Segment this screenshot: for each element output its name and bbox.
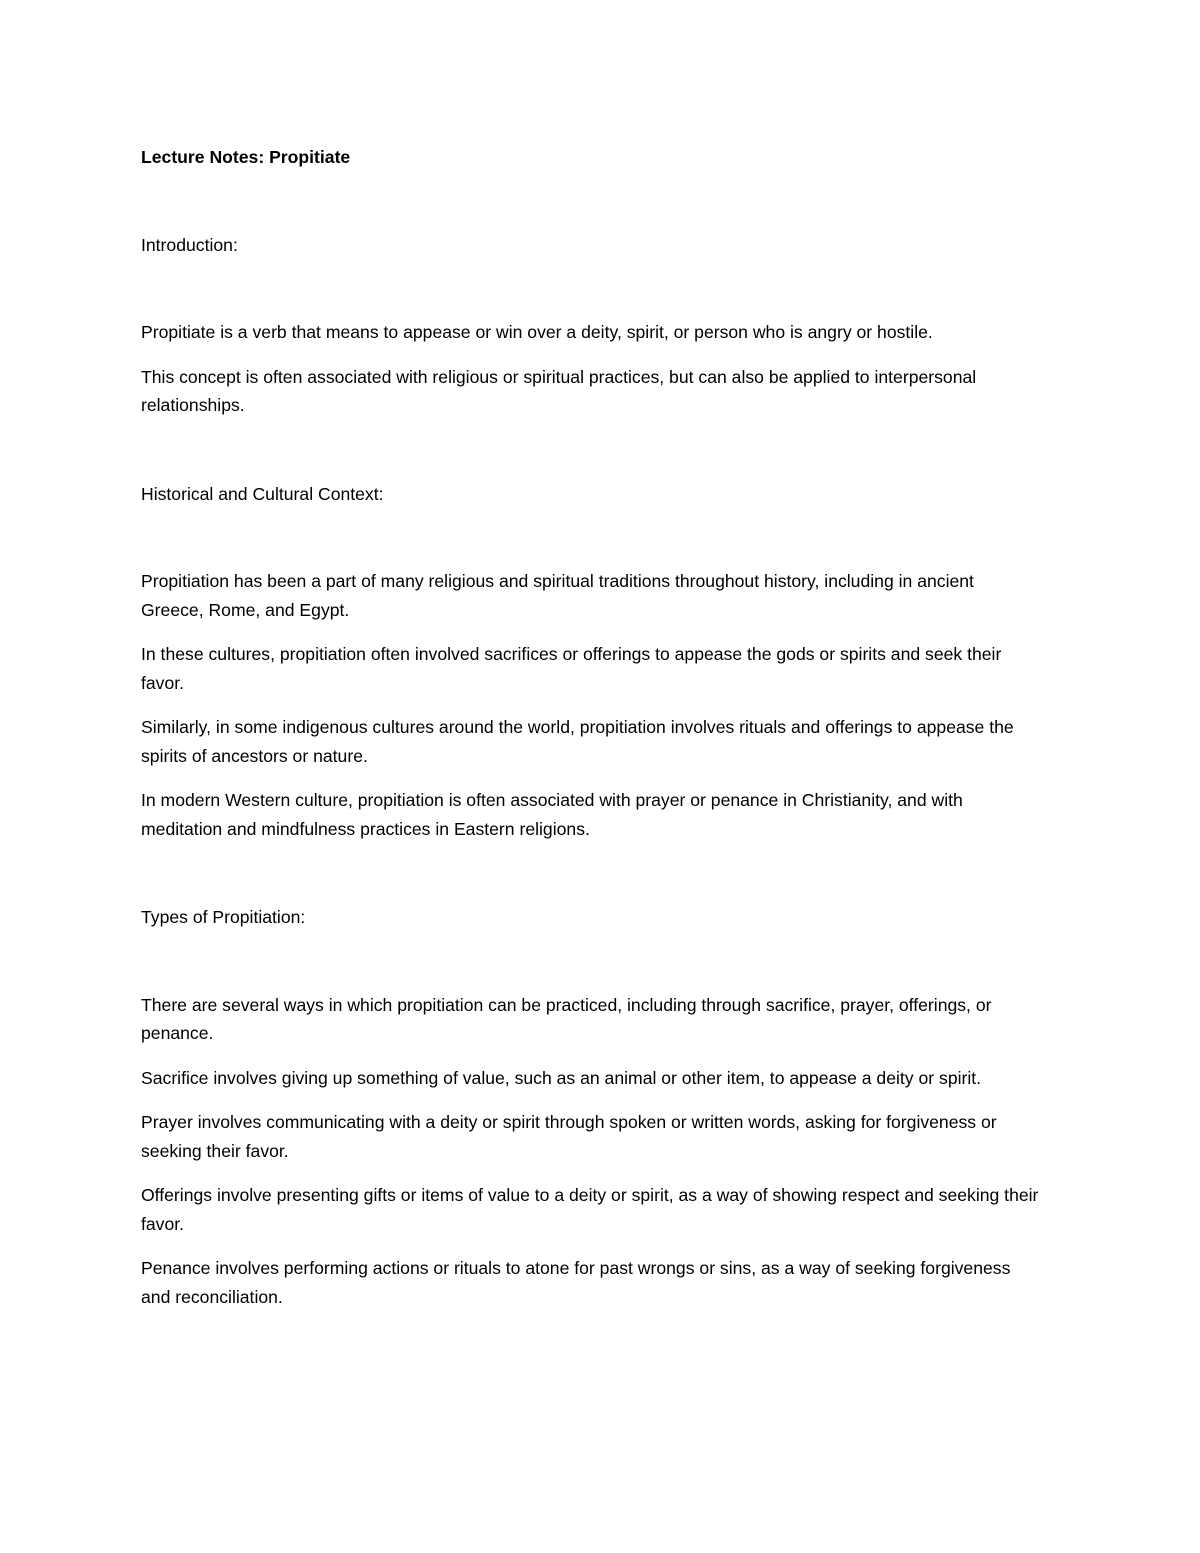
paragraph: Sacrifice involves giving up something of value, such as an animal or other item, to appease a deity or spirit.: [141, 1067, 982, 1088]
section-heading-historical-context: Historical and Cultural Context:: [141, 483, 384, 504]
paragraph: In these cultures, propitiation often involved sacrifices or offerings to appease the gods or spirits and seek their favor.: [141, 644, 1002, 693]
paragraph: There are several ways in which propitiation can be practiced, including through sacrifice, prayer, offerings, or penance.: [141, 994, 992, 1043]
document-title: Lecture Notes: Propitiate: [141, 147, 351, 167]
section-heading-introduction: Introduction:: [141, 234, 238, 255]
paragraph: Prayer involves communicating with a deity or spirit through spoken or written words, asking for forgiveness or seeking their favor.: [141, 1112, 997, 1161]
section-heading-types: Types of Propitiation:: [141, 907, 306, 927]
paragraph: Propitiate is a verb that means to appease or win over a deity, spirit, or person who is angry or hostile.: [141, 322, 933, 342]
paragraph: Propitiation has been a part of many religious and spiritual traditions throughout history, including in ancient Greece, Rome, and Egypt.: [141, 571, 974, 620]
paragraph: Offerings involve presenting gifts or items of value to a deity or spirit, as a way of showing respect and seeking their favor.: [141, 1185, 1039, 1234]
document-body: [141, 143, 1041, 1311]
paragraph: In modern Western culture, propitiation is often associated with prayer or penance in Christianity, and with meditation and mindfulness practices in Eastern religions.: [141, 790, 963, 839]
paragraph: Penance involves performing actions or rituals to atone for past wrongs or sins, as a way of seeking forgiveness and reconciliation.: [141, 1258, 1011, 1307]
paragraph: This concept is often associated with religious or spiritual practices, but can also be applied to interpersonal relationships.: [141, 366, 977, 415]
paragraph: Similarly, in some indigenous cultures around the world, propitiation involves rituals and offerings to appease the spirits of ancestors or nature.: [141, 717, 1014, 766]
